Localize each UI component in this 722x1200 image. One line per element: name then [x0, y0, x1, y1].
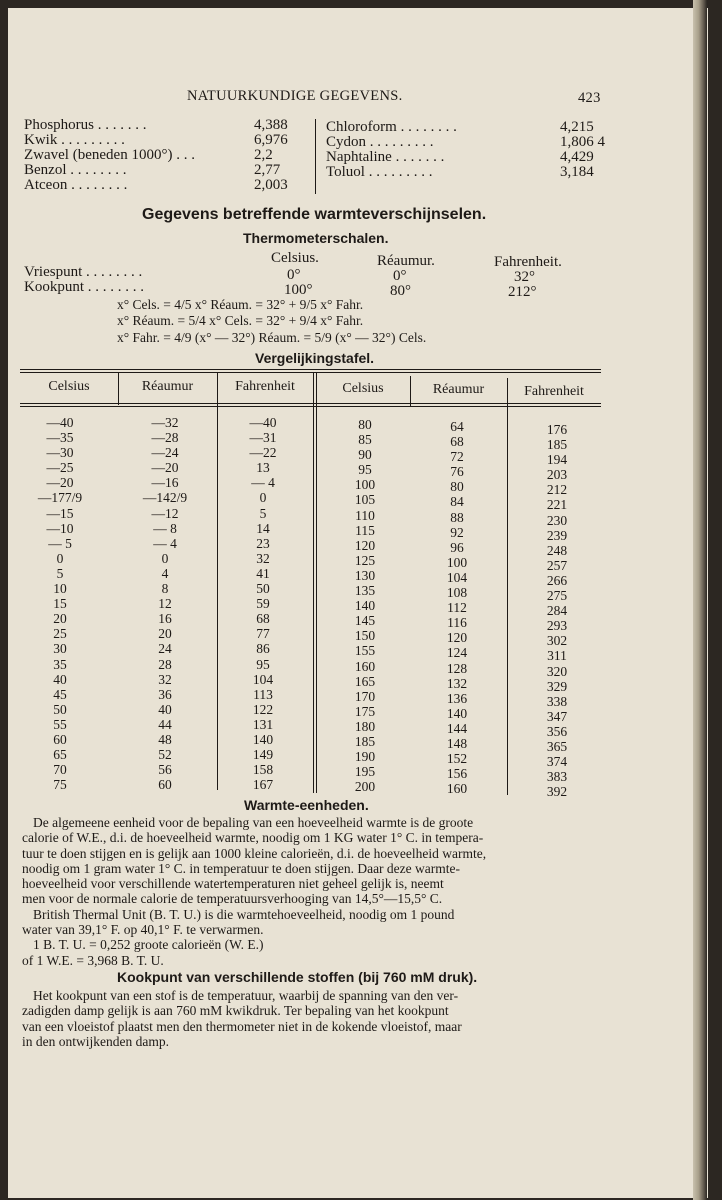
- table-header-cell: Réaumur: [432, 382, 485, 397]
- table-cell: 0: [161, 550, 169, 566]
- table-cell: 84: [450, 494, 464, 510]
- list-item: Zwavel (beneden 1000°) . . .: [24, 147, 195, 163]
- text-line: in den ontwijkenden damp.: [22, 1033, 169, 1049]
- scale-value: 212°: [508, 284, 537, 300]
- table-cell: —24: [151, 445, 179, 461]
- scale-row-label: Kookpunt . . . . . . . .: [24, 279, 144, 295]
- table-cell: 275: [546, 588, 568, 604]
- table-cell: 0: [259, 490, 267, 506]
- table-cell: 145: [354, 613, 376, 629]
- table-cell: 104: [252, 671, 274, 687]
- table-cell: 13: [256, 460, 270, 476]
- table-cell: 200: [354, 779, 376, 795]
- table-cell: 383: [546, 769, 568, 785]
- section-title: Gegevens betreffende warmteverschijnselen.: [142, 206, 487, 223]
- table-cell: 30: [53, 641, 67, 657]
- table-cell: 167: [252, 777, 274, 793]
- table-cell: 50: [53, 701, 67, 717]
- table-cell: 76: [450, 464, 464, 480]
- table-col-divider: [217, 373, 218, 790]
- table-cell: 347: [546, 708, 568, 724]
- text-line: De algemeene eenheid voor de bepaling van een hoeveelheid warmte is de groote: [33, 815, 474, 830]
- table-cell: 113: [253, 686, 273, 702]
- table-cell: 194: [546, 452, 568, 468]
- table-cell: 23: [256, 535, 270, 551]
- table-cell: 392: [546, 784, 568, 800]
- table-cell: 80: [358, 417, 372, 432]
- section-title-warmte: Warmte-eenheden.: [244, 797, 369, 813]
- table-cell: 72: [450, 449, 464, 465]
- table-cell: 257: [546, 557, 568, 573]
- table-cell: 221: [546, 497, 568, 513]
- table-cell: 302: [546, 633, 568, 649]
- table-cell: 120: [446, 630, 468, 646]
- table-cell: 311: [547, 648, 567, 664]
- subsection-title: Thermometerschalen.: [243, 230, 389, 246]
- table-cell: 112: [447, 600, 467, 616]
- table-cell: 320: [546, 663, 568, 679]
- table-cell: 116: [447, 615, 467, 631]
- scale-value: 0°: [393, 268, 407, 284]
- list-value: 2,2: [254, 147, 273, 163]
- text-line: 1 B. T. U. = 0,252 groote calorieën (W. E.): [33, 937, 264, 953]
- table-cell: 185: [546, 437, 568, 453]
- table-cell: 374: [546, 754, 568, 770]
- list-value: 4,215: [560, 119, 594, 135]
- table-cell: 239: [546, 527, 568, 543]
- table-cell: 338: [546, 693, 568, 709]
- table-cell: 160: [354, 658, 376, 674]
- table-cell: 165: [354, 673, 376, 689]
- table-cell: 158: [252, 762, 274, 778]
- col-header-reaumur: Réaumur.: [377, 253, 435, 269]
- table-cell: 10: [53, 581, 67, 597]
- table-cell: —40: [46, 415, 74, 430]
- table-cell: 35: [53, 656, 67, 672]
- table-cell: 230: [546, 512, 568, 528]
- table-cell: 50: [256, 581, 270, 597]
- table-cell: 212: [546, 482, 568, 498]
- table-cell: 148: [446, 735, 468, 751]
- list-value: 1,806 4: [560, 134, 605, 150]
- table-cell: 152: [446, 751, 468, 767]
- table-cell: — 5: [48, 535, 72, 551]
- table-cell: 88: [450, 509, 464, 525]
- table-cell: 75: [53, 777, 67, 793]
- table-cell: 120: [354, 537, 376, 553]
- table-title: Vergelijkingstafel.: [255, 350, 375, 366]
- table-cell: 32: [158, 671, 172, 687]
- table-cell: —12: [151, 505, 179, 521]
- list-value: 3,184: [560, 164, 594, 180]
- table-cell: 14: [256, 520, 270, 536]
- scale-row-label: Vriespunt . . . . . . . .: [24, 264, 143, 280]
- table-cell: —10: [46, 520, 74, 536]
- table-cell: 100: [354, 477, 376, 493]
- table-header-cell: Fahrenheit: [524, 384, 584, 399]
- table-cell: 115: [355, 522, 375, 538]
- table-cell: 180: [354, 718, 376, 734]
- list-item: Toluol . . . . . . . . .: [326, 164, 433, 180]
- text-line: noodig om 1 gram water 1° C. in temperatuur te doen stijgen. Daar deze warmte-: [22, 860, 461, 876]
- col-header-fahrenheit: Fahrenheit.: [494, 254, 562, 270]
- table-cell: 40: [53, 671, 67, 687]
- list-item: Atceon . . . . . . . .: [24, 177, 128, 193]
- table-cell: 65: [53, 747, 67, 763]
- table-header-cell: Celsius: [48, 379, 90, 394]
- table-cell: 150: [354, 628, 376, 644]
- table-cell: —32: [151, 415, 179, 430]
- table-cell: — 4: [251, 475, 275, 491]
- text-line: Het kookpunt van een stof is de temperatuur, waarbij de spanning van den ver-: [33, 988, 459, 1003]
- table-cell: 140: [446, 705, 468, 721]
- table-cell: 110: [355, 507, 375, 523]
- table-column-right-fahrenheit: [522, 422, 592, 799]
- table-cell: 41: [256, 565, 270, 581]
- table-rule-header2: [20, 406, 601, 407]
- table-header-cell: Fahrenheit: [235, 379, 295, 394]
- table-cell: 356: [546, 723, 568, 739]
- table-cell: 365: [546, 738, 568, 754]
- table-rule-top: [20, 369, 601, 370]
- table-cell: 24: [158, 641, 172, 657]
- table-cell: —177/9: [37, 490, 83, 506]
- table-cell: 48: [158, 731, 172, 747]
- table-cell: 92: [450, 524, 464, 540]
- list-divider: [315, 119, 316, 194]
- table-cell: 293: [546, 618, 568, 634]
- table-cell: —31: [249, 430, 277, 446]
- text-line: British Thermal Unit (B. T. U.) is die warmtehoeveelheid, noodig om 1 pound: [33, 906, 455, 922]
- table-cell: —142/9: [142, 490, 188, 506]
- list-item: Chloroform . . . . . . . .: [326, 119, 457, 135]
- list-value: 4,429: [560, 149, 594, 165]
- table-cell: —30: [46, 445, 74, 461]
- kookpunt-paragraph: [22, 988, 592, 1049]
- formula-line: x° Fahr. = 4/9 (x° — 32°) Réaum. = 5/9 (x° — 32°) Cels.: [117, 330, 427, 345]
- table-cell: 140: [354, 598, 376, 614]
- table-cell: 68: [256, 611, 270, 627]
- table-cell: 124: [446, 645, 468, 661]
- table-cell: 96: [450, 539, 464, 555]
- list-value: 4,388: [254, 117, 288, 133]
- table-cell: 5: [259, 505, 267, 521]
- table-cell: 149: [252, 747, 274, 763]
- col-header-celsius: Celsius.: [271, 250, 319, 266]
- table-cell: 140: [252, 731, 274, 747]
- table-column-right-celsius: [330, 417, 400, 794]
- text-line: van een vloeistof plaatst men den thermometer niet in de kokende vloeistof, maar: [22, 1018, 462, 1034]
- list-item: Benzol . . . . . . . .: [24, 162, 127, 178]
- scale-value: 0°: [287, 267, 301, 283]
- table-cell: 5: [56, 565, 64, 581]
- table-cell: 20: [53, 611, 67, 627]
- table-cell: 85: [358, 432, 372, 448]
- table-cell: 59: [256, 596, 270, 612]
- table-cell: —15: [46, 505, 74, 521]
- formula-line: x° Réaum. = 5/4 x° Cels. = 32° + 9/4 x° Fahr.: [117, 313, 364, 328]
- table-cell: —28: [151, 430, 179, 446]
- list-item: Phosphorus . . . . . . .: [24, 117, 147, 133]
- list-item: Kwik . . . . . . . . .: [24, 132, 125, 148]
- list-value: 2,77: [254, 162, 281, 178]
- table-cell: 284: [546, 603, 568, 619]
- table-cell: —40: [249, 415, 277, 430]
- table-cell: 190: [354, 749, 376, 765]
- table-cell: 45: [53, 686, 67, 702]
- table-column-left-celsius: [30, 415, 90, 792]
- table-cell: —20: [46, 475, 74, 491]
- table-cell: 108: [446, 585, 468, 601]
- table-cell: 125: [354, 552, 376, 568]
- list-item: Naphtaline . . . . . . .: [326, 149, 445, 165]
- table-header-cell: Réaumur: [141, 379, 194, 394]
- table-col-divider: [507, 378, 508, 795]
- table-cell: 68: [450, 434, 464, 450]
- table-cell: —20: [151, 460, 179, 476]
- table-cell: 144: [446, 720, 468, 736]
- table-cell: 95: [256, 656, 270, 672]
- table-cell: 15: [53, 596, 67, 612]
- table-header-cell: Celsius: [342, 381, 384, 396]
- table-cell: 36: [158, 686, 172, 702]
- text-line: hoeveelheid voor verschillende watertemperaturen niet geheel gelijk is, neemt: [22, 876, 444, 892]
- table-cell: 130: [354, 567, 376, 583]
- table-column-right-reaumur: [422, 419, 492, 796]
- table-cell: 100: [446, 554, 468, 570]
- table-cell: 56: [158, 762, 172, 778]
- table-cell: 64: [450, 419, 464, 434]
- table-col-divider: [313, 373, 314, 793]
- warmte-paragraph: [22, 815, 592, 968]
- scale-value: 80°: [390, 283, 411, 299]
- page-number: 423: [578, 90, 601, 106]
- table-cell: 44: [158, 716, 172, 732]
- text-line: calorie of W.E., d.i. de hoeveelheid warmte, noodig om 1 KG water 1° C. in tempera-: [22, 830, 484, 846]
- table-cell: 195: [354, 764, 376, 780]
- scale-value: 100°: [284, 282, 313, 298]
- table-cell: 20: [158, 626, 172, 642]
- table-cell: 60: [53, 731, 67, 747]
- table-cell: 0: [56, 550, 64, 566]
- table-cell: 156: [446, 766, 468, 782]
- table-cell: 80: [450, 479, 464, 495]
- table-cell: 32: [256, 550, 270, 566]
- list-value: 2,003: [254, 177, 288, 193]
- text-line: men voor de normale calorie de temperatuursverhooging van 14,5°—15,5° C.: [22, 891, 443, 907]
- table-cell: 128: [446, 660, 468, 676]
- table-cell: 175: [354, 703, 376, 719]
- table-cell: — 8: [153, 520, 177, 536]
- text-line: of 1 W.E. = 3,968 B. T. U.: [22, 952, 164, 968]
- table-rule-top2: [20, 372, 601, 373]
- table-cell: —22: [249, 445, 277, 461]
- table-cell: 329: [546, 678, 568, 694]
- list-value: 6,976: [254, 132, 288, 148]
- table-cell: 16: [158, 611, 172, 627]
- page-edge: [693, 0, 707, 1200]
- table-cell: 28: [158, 656, 172, 672]
- table-cell: 266: [546, 572, 568, 588]
- text-line: zadigden damp gelijk is aan 760 mM kwikdruk. Ter bepaling van het kookpunt: [22, 1003, 449, 1019]
- table-cell: —25: [46, 460, 74, 476]
- text-line: water van 39,1° F. op 40,1° F. te verwarmen.: [22, 922, 264, 938]
- table-cell: 248: [546, 542, 568, 558]
- table-cell: 40: [158, 701, 172, 717]
- formula-line: x° Cels. = 4/5 x° Réaum. = 32° + 9/5 x° Fahr.: [117, 297, 364, 312]
- section-title-kookpunt: Kookpunt van verschillende stoffen (bij 760 mM druk).: [117, 969, 478, 985]
- table-cell: 70: [53, 762, 67, 778]
- table-column-left-reaumur: [130, 415, 200, 792]
- table-cell: 55: [53, 716, 67, 732]
- table-cell: 95: [358, 462, 372, 478]
- table-column-left-fahrenheit: [228, 415, 298, 792]
- table-cell: 135: [354, 583, 376, 599]
- table-cell: — 4: [153, 535, 177, 551]
- table-cell: 176: [546, 422, 568, 437]
- table-col-divider: [316, 373, 317, 793]
- table-cell: 52: [158, 747, 172, 763]
- table-cell: 131: [252, 716, 274, 732]
- table-rule-header: [20, 403, 601, 404]
- table-cell: 185: [354, 733, 376, 749]
- table-cell: —35: [46, 430, 74, 446]
- table-cell: 104: [446, 569, 468, 585]
- table-cell: 136: [446, 690, 468, 706]
- table-cell: 4: [161, 565, 169, 581]
- table-cell: 105: [354, 492, 376, 508]
- table-cell: 77: [256, 626, 270, 642]
- table-cell: 122: [252, 701, 274, 717]
- table-cell: 86: [256, 641, 270, 657]
- text-line: tuur te doen stijgen en is gelijk aan 1000 kleine calorieën, d.i. de hoeveelheid warmte,: [22, 845, 487, 861]
- table-cell: 25: [53, 626, 67, 642]
- table-cell: 90: [358, 447, 372, 463]
- table-cell: 170: [354, 688, 376, 704]
- table-cell: 60: [158, 777, 172, 793]
- table-cell: 160: [446, 781, 468, 797]
- table-cell: 8: [161, 581, 169, 597]
- table-cell: 203: [546, 467, 568, 483]
- running-header: NATUURKUNDIGE GEGEVENS.: [187, 88, 403, 104]
- table-cell: 132: [446, 675, 468, 691]
- scale-value: 32°: [514, 269, 535, 285]
- table-cell: —16: [151, 475, 179, 491]
- table-cell: 12: [158, 596, 172, 612]
- list-item: Cydon . . . . . . . . .: [326, 134, 434, 150]
- table-cell: 155: [354, 643, 376, 659]
